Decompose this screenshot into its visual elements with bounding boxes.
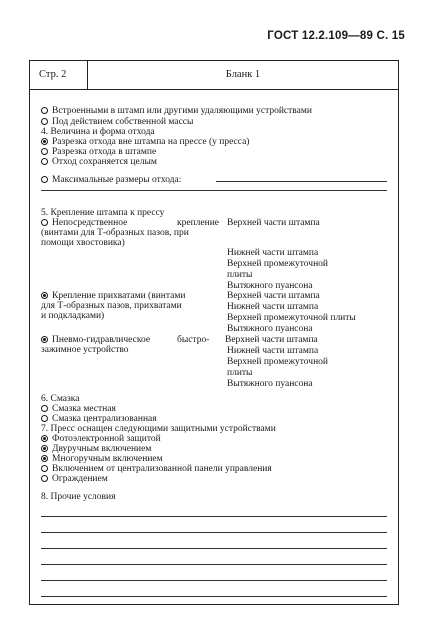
pneumo-upper-part: Верхней части штампа bbox=[225, 335, 318, 345]
option-direct-mount[interactable]: Непосредственное bbox=[41, 218, 127, 229]
direct-lower-part: Нижней части штампа bbox=[227, 248, 319, 258]
option-cut-outside[interactable]: Разрезка отхода вне штампа на прессе (у пресса) bbox=[41, 137, 249, 148]
pneumo-draw-punch: Вытяжного пуансона bbox=[227, 379, 313, 389]
option-local-lube[interactable]: Смазка местная bbox=[41, 404, 116, 415]
max-size-input-line-2[interactable] bbox=[41, 190, 387, 191]
form-frame bbox=[29, 60, 399, 605]
option-clamp-mount-l3: и подкладками) bbox=[41, 311, 105, 321]
radio-filled-icon[interactable] bbox=[41, 138, 48, 145]
option-central-panel[interactable]: Включением от централизованной панели управления bbox=[41, 464, 272, 475]
option-central-lube[interactable]: Смазка централизованная bbox=[41, 414, 157, 425]
pneumo-plate: плиты bbox=[227, 368, 253, 378]
option-two-hand[interactable]: Двуручным включением bbox=[41, 444, 151, 455]
option-pneumo-clamp-word2: быстро- bbox=[177, 335, 210, 345]
clamp-upper-part: Верхней части штампа bbox=[227, 291, 320, 301]
radio-empty-icon[interactable] bbox=[41, 158, 48, 165]
option-multi-hand[interactable]: Многоручным включением bbox=[41, 454, 163, 465]
radio-filled-icon[interactable] bbox=[41, 445, 48, 452]
section-5-title: 5. Крепление штампа к прессу bbox=[41, 208, 165, 218]
form-header-row bbox=[30, 61, 398, 90]
page-header: ГОСТ 12.2.109—89 С. 15 bbox=[267, 30, 405, 42]
blank-title-cell: Бланк 1 bbox=[225, 69, 261, 80]
pneumo-upper-intermediate: Верхней промежуточной bbox=[227, 357, 328, 367]
clamp-lower-part: Нижней части штампа bbox=[227, 302, 319, 312]
option-pneumo-clamp[interactable]: Пневмо-гидравлическое bbox=[41, 335, 150, 346]
option-guard[interactable]: Ограждением bbox=[41, 474, 108, 485]
radio-filled-icon[interactable] bbox=[41, 455, 48, 462]
other-conditions-line-4[interactable] bbox=[41, 564, 387, 565]
radio-empty-icon[interactable] bbox=[41, 148, 48, 155]
radio-empty-icon[interactable] bbox=[41, 405, 48, 412]
option-max-size[interactable]: Максимальные размеры отхода: bbox=[41, 175, 181, 186]
option-waste-whole[interactable]: Отход сохраняется целым bbox=[41, 157, 157, 168]
radio-empty-icon[interactable] bbox=[41, 118, 48, 125]
direct-plate: плиты bbox=[227, 270, 253, 280]
page-number-cell: Стр. 2 bbox=[30, 61, 88, 89]
option-photo-protection[interactable]: Фотоэлектронной защитой bbox=[41, 434, 161, 445]
radio-filled-icon[interactable] bbox=[41, 292, 48, 299]
option-pneumo-clamp-l2: зажимное устройство bbox=[41, 345, 129, 355]
other-conditions-line-6[interactable] bbox=[41, 596, 387, 597]
radio-empty-icon[interactable] bbox=[41, 219, 48, 226]
section-7-title: 7. Пресс оснащен следующими защитными устройствами bbox=[41, 424, 276, 434]
direct-upper-intermediate: Верхней промежуточной bbox=[227, 259, 328, 269]
option-cut-inside[interactable]: Разрезка отхода в штампе bbox=[41, 147, 156, 158]
section-8-title: 8. Прочие условия bbox=[41, 492, 116, 502]
radio-empty-icon[interactable] bbox=[41, 176, 48, 183]
other-conditions-line-5[interactable] bbox=[41, 580, 387, 581]
option-direct-mount-l2: (винтами для Т-образных пазов, при bbox=[41, 228, 189, 238]
option-embedded-removal[interactable]: Встроенными в штамп или другими удаляющими устройствами bbox=[41, 106, 312, 117]
pneumo-lower-part: Нижней части штампа bbox=[227, 346, 319, 356]
clamp-upper-intermediate: Верхней промежуточной плиты bbox=[227, 313, 356, 323]
option-direct-mount-word2: крепление bbox=[177, 218, 220, 228]
option-clamp-mount[interactable]: Крепление прихватами (винтами bbox=[41, 291, 185, 302]
radio-empty-icon[interactable] bbox=[41, 465, 48, 472]
radio-filled-icon[interactable] bbox=[41, 336, 48, 343]
option-own-weight[interactable]: Под действием собственной массы bbox=[41, 117, 193, 128]
other-conditions-line-2[interactable] bbox=[41, 532, 387, 533]
section-6-title: 6. Смазка bbox=[41, 394, 80, 404]
other-conditions-line-3[interactable] bbox=[41, 548, 387, 549]
direct-draw-punch: Вытяжного пуансона bbox=[227, 281, 313, 291]
radio-empty-icon[interactable] bbox=[41, 415, 48, 422]
radio-filled-icon[interactable] bbox=[41, 435, 48, 442]
option-direct-mount-l3: помощи хвостовика) bbox=[41, 238, 125, 248]
radio-empty-icon[interactable] bbox=[41, 475, 48, 482]
direct-upper-part: Верхней части штампа bbox=[227, 218, 320, 228]
form-content bbox=[30, 90, 398, 606]
section-4-title: 4. Величина и форма отхода bbox=[41, 127, 155, 137]
max-size-input-line[interactable] bbox=[216, 181, 387, 182]
clamp-draw-punch: Вытяжного пуансона bbox=[227, 324, 313, 334]
other-conditions-line-1[interactable] bbox=[41, 516, 387, 517]
radio-empty-icon[interactable] bbox=[41, 107, 48, 114]
option-clamp-mount-l2: для Т-образных пазов, прихватами bbox=[41, 301, 182, 311]
